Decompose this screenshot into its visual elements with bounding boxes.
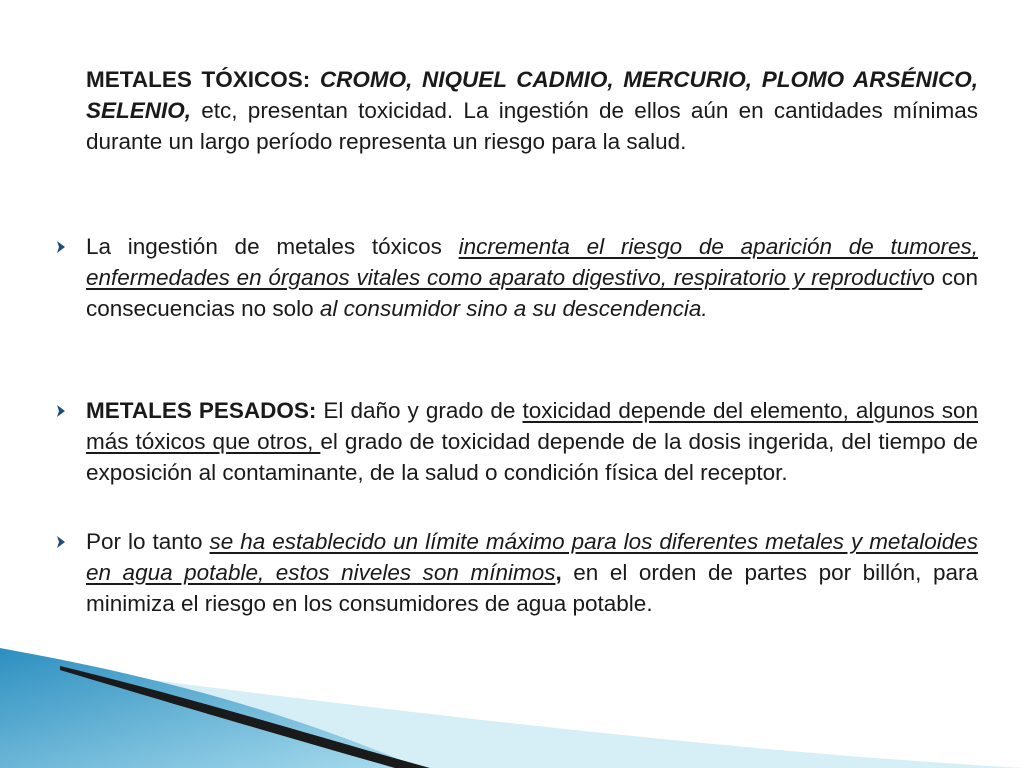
text-run: METALES TÓXICOS:: [86, 67, 320, 92]
text-run: El daño y grado de: [316, 398, 523, 423]
text-run: etc, presentan toxicidad. La ingestión de ellos aún en cantidades mínimas durante un largo período representa un riesgo para la salud.: [86, 98, 978, 154]
text-run: La ingestión de metales tóxicos: [86, 234, 459, 259]
paragraph-ingestion: [86, 231, 978, 324]
text-run: CROMO, NIQUEL CADMIO, MERCURIO, PLOMO ARSÉNICO, SELENIO,: [86, 67, 978, 123]
text-run: toxicidad depende del elemento, algunos son más tóxicos que otros,: [86, 398, 978, 454]
text-run: se ha establecido un límite máximo para los diferentes metales y metaloides en agua potable, estos niveles son mínimos: [86, 529, 978, 585]
paragraph-limite-maximo: [86, 526, 978, 619]
paragraph-metales-toxicos: [86, 64, 978, 157]
paragraph-metales-pesados: [86, 395, 978, 488]
text-run: en el orden de partes por billón, para minimiza el riesgo en los consumidores de agua potable.: [86, 560, 978, 616]
text-run: Por lo tanto: [86, 529, 210, 554]
bullet-arrow-icon: [56, 405, 66, 417]
decorative-wave-graphic: [0, 640, 1024, 768]
bullet-arrow-icon: [56, 241, 66, 253]
text-run: el grado de toxicidad depende de la dosis ingerida, del tiempo de exposición al contaminante, de la salud o condición física del receptor.: [86, 429, 978, 485]
text-run: ,: [555, 560, 562, 585]
text-run: METALES PESADOS:: [86, 398, 317, 423]
text-run: al consumidor sino a su descendencia.: [319, 296, 708, 321]
text-run: o con consecuencias no solo: [86, 265, 979, 321]
bullet-arrow-icon: [56, 536, 66, 548]
text-run: incrementa el riesgo de aparición de tumores, enfermedades en órganos vitales como aparato digestivo, respiratorio y reproductiv: [86, 234, 979, 290]
